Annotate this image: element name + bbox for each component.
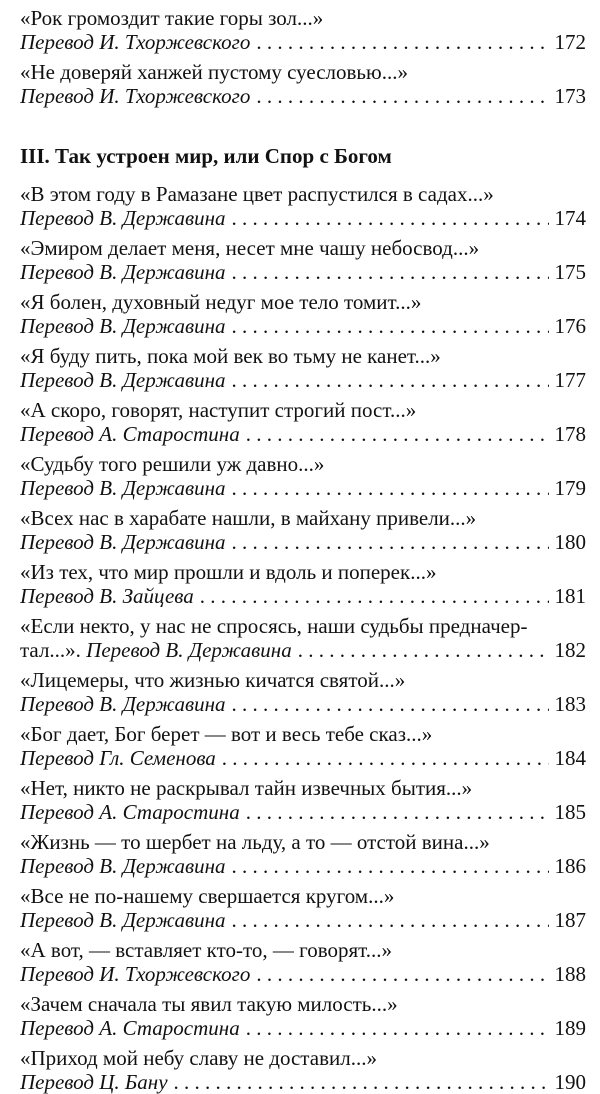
toc-entry bbox=[20, 776, 586, 824]
dot-leader bbox=[256, 84, 548, 108]
page-number: 185 bbox=[554, 800, 586, 824]
poem-title: «Если некто, у нас не спросясь, наши судьбы предначер- bbox=[20, 614, 528, 638]
toc-entry bbox=[20, 506, 586, 554]
translator-name: Перевод В. Державина bbox=[20, 476, 226, 500]
poem-title-continuation: тал...». bbox=[20, 638, 81, 662]
translator-line bbox=[20, 746, 586, 770]
toc-entry bbox=[20, 614, 586, 662]
dot-leader bbox=[246, 800, 549, 824]
translator-name: Перевод В. Державина bbox=[20, 908, 226, 932]
translator-name: Перевод И. Тхоржевского bbox=[20, 84, 251, 108]
toc-entry bbox=[20, 344, 586, 392]
translator-line bbox=[20, 314, 586, 338]
page-number: 187 bbox=[554, 908, 586, 932]
translator-line bbox=[20, 1016, 586, 1040]
dot-leader bbox=[200, 584, 549, 608]
toc-entry bbox=[20, 1046, 586, 1094]
translator-line bbox=[20, 638, 586, 662]
page-number: 181 bbox=[554, 584, 586, 608]
toc-entry bbox=[20, 938, 586, 986]
translator-name: Перевод В. Державина bbox=[20, 530, 226, 554]
translator-name: Перевод И. Тхоржевского bbox=[20, 30, 251, 54]
translator-name: Перевод В. Державина bbox=[20, 314, 226, 338]
page-number: 189 bbox=[554, 1016, 586, 1040]
toc-entry bbox=[20, 398, 586, 446]
translator-name: Перевод А. Старостина bbox=[20, 1016, 240, 1040]
dot-leader bbox=[222, 746, 549, 770]
poem-title: «В этом году в Рамазане цвет распустился в садах...» bbox=[20, 182, 494, 206]
translator-line bbox=[20, 854, 586, 878]
dot-leader bbox=[232, 854, 549, 878]
dot-leader bbox=[246, 422, 549, 446]
poem-title: «Рок громоздит такие горы зол...» bbox=[20, 6, 324, 30]
poem-title: «Лицемеры, что жизнью кичатся святой...» bbox=[20, 668, 406, 692]
toc-entry bbox=[20, 6, 586, 54]
page-number: 177 bbox=[554, 368, 586, 392]
dot-leader bbox=[232, 314, 549, 338]
page-number: 188 bbox=[554, 962, 586, 986]
translator-line bbox=[20, 1070, 586, 1094]
poem-title: «Зачем сначала ты явил такую милость...» bbox=[20, 992, 398, 1016]
dot-leader bbox=[232, 530, 549, 554]
translator-name: Перевод Гл. Семенова bbox=[20, 746, 216, 770]
page-number: 183 bbox=[554, 692, 586, 716]
page-number: 176 bbox=[554, 314, 586, 338]
dot-leader bbox=[256, 962, 548, 986]
translator-name: Перевод И. Тхоржевского bbox=[20, 962, 251, 986]
dot-leader bbox=[246, 1016, 549, 1040]
poem-title: «Всех нас в харабате нашли, в майхану привели...» bbox=[20, 506, 477, 530]
poem-title: «Нет, никто не раскрывал тайн извечных бытия...» bbox=[20, 776, 473, 800]
translator-line bbox=[20, 584, 586, 608]
toc-entry bbox=[20, 452, 586, 500]
translator-name: Перевод В. Державина bbox=[20, 260, 226, 284]
translator-name: Перевод Ц. Бану bbox=[20, 1070, 168, 1094]
translator-line bbox=[20, 962, 586, 986]
poem-title: «Все не по-нашему свершается кругом...» bbox=[20, 884, 395, 908]
page-number: 179 bbox=[554, 476, 586, 500]
translator-line bbox=[20, 692, 586, 716]
page-number: 172 bbox=[554, 30, 586, 54]
translator-line bbox=[20, 368, 586, 392]
translator-line bbox=[20, 908, 586, 932]
poem-title: «Я буду пить, пока мой век во тьму не канет...» bbox=[20, 344, 441, 368]
translator-name: Перевод В. Державина bbox=[20, 368, 226, 392]
poem-title: «А вот, — вставляет кто-то, — говорят...» bbox=[20, 938, 392, 962]
section-heading: III. Так устроен мир, или Спор с Богом bbox=[20, 144, 392, 168]
dot-leader bbox=[256, 30, 548, 54]
dot-leader bbox=[232, 908, 549, 932]
translator-name: Перевод А. Старостина bbox=[20, 800, 240, 824]
toc-entry bbox=[20, 60, 586, 108]
translator-line bbox=[20, 800, 586, 824]
poem-title: «Бог дает, Бог берет — вот и весь тебе сказ...» bbox=[20, 722, 433, 746]
dot-leader bbox=[232, 206, 549, 230]
translator-line bbox=[20, 206, 586, 230]
translator-line bbox=[20, 476, 586, 500]
page-number: 186 bbox=[554, 854, 586, 878]
translator-line bbox=[20, 530, 586, 554]
poem-title: «Из тех, что мир прошли и вдоль и поперек...» bbox=[20, 560, 437, 584]
toc-entry bbox=[20, 668, 586, 716]
translator-line bbox=[20, 260, 586, 284]
translator-line bbox=[20, 422, 586, 446]
poem-title: «Я болен, духовный недуг мое тело томит...» bbox=[20, 290, 422, 314]
toc-entry bbox=[20, 236, 586, 284]
toc-entry bbox=[20, 722, 586, 770]
dot-leader bbox=[298, 638, 549, 662]
poem-title: «Жизнь — то шербет на льду, а то — отстой вина...» bbox=[20, 830, 490, 854]
page-number: 182 bbox=[554, 638, 586, 662]
translator-name: Перевод В. Державина bbox=[86, 638, 292, 662]
poem-title: «Не доверяй ханжей пустому суесловью...» bbox=[20, 60, 408, 84]
poem-title: «Эмиром делает меня, несет мне чашу небосвод...» bbox=[20, 236, 480, 260]
translator-line bbox=[20, 84, 586, 108]
translator-name: Перевод В. Державина bbox=[20, 692, 226, 716]
translator-name: Перевод В. Зайцева bbox=[20, 584, 194, 608]
page-number: 184 bbox=[554, 746, 586, 770]
page-number: 175 bbox=[554, 260, 586, 284]
page-number: 190 bbox=[554, 1070, 586, 1094]
translator-name: Перевод В. Державина bbox=[20, 854, 226, 878]
dot-leader bbox=[232, 368, 549, 392]
toc-entry bbox=[20, 182, 586, 230]
translator-name: Перевод А. Старостина bbox=[20, 422, 240, 446]
toc-entry bbox=[20, 992, 586, 1040]
page-number: 178 bbox=[554, 422, 586, 446]
translator-name: Перевод В. Державина bbox=[20, 206, 226, 230]
toc-entry bbox=[20, 290, 586, 338]
dot-leader bbox=[232, 260, 549, 284]
dot-leader bbox=[232, 476, 549, 500]
page-number: 174 bbox=[554, 206, 586, 230]
poem-title: «А скоро, говорят, наступит строгий пост...» bbox=[20, 398, 417, 422]
dot-leader bbox=[174, 1070, 549, 1094]
poem-title: «Приход мой небу славу не доставил...» bbox=[20, 1046, 377, 1070]
toc-entry bbox=[20, 560, 586, 608]
toc-entry bbox=[20, 884, 586, 932]
translator-line bbox=[20, 30, 586, 54]
toc-entry bbox=[20, 830, 586, 878]
page-number: 173 bbox=[554, 84, 586, 108]
dot-leader bbox=[232, 692, 549, 716]
page-number: 180 bbox=[554, 530, 586, 554]
poem-title: «Судьбу того решили уж давно...» bbox=[20, 452, 325, 476]
